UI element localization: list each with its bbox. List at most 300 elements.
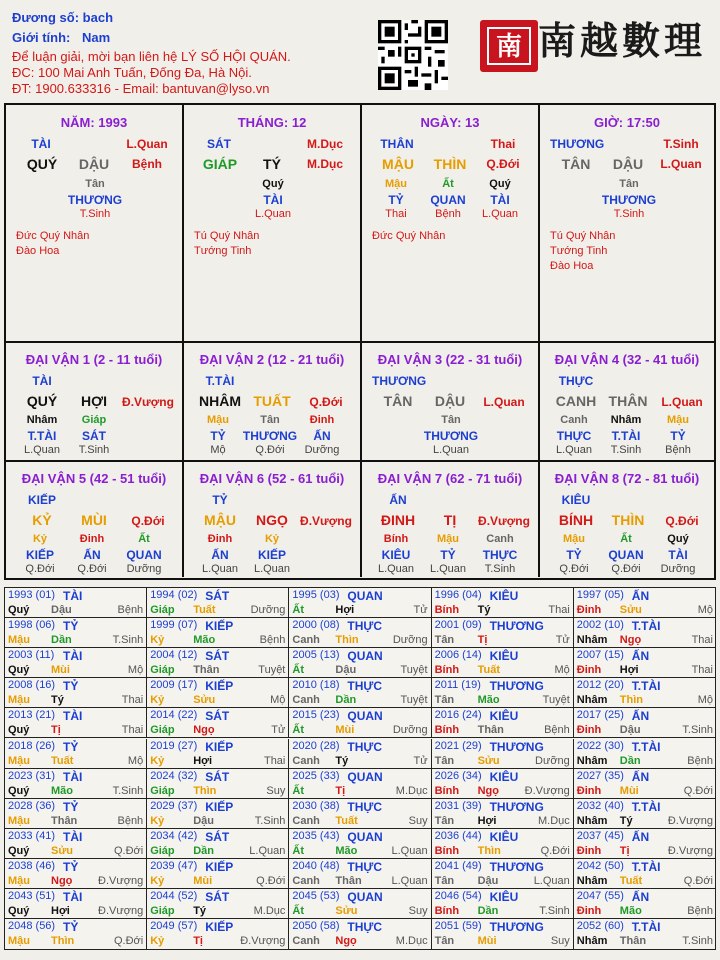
year-label: 2031 (39) bbox=[434, 799, 482, 812]
dai-van-title: ĐẠI VẬN 2 (12 - 21 tuổi) bbox=[199, 352, 345, 367]
hidden-stem: Quý bbox=[667, 533, 689, 545]
hidden-stem: Nhâm bbox=[26, 414, 58, 426]
year-label: 2018 (26) bbox=[8, 739, 56, 752]
year-state: Dưỡng bbox=[392, 724, 428, 737]
hidden-god: T.TÀI bbox=[27, 429, 57, 443]
year-cell bbox=[5, 618, 147, 648]
year-branch: Thìn bbox=[335, 634, 359, 647]
dai-van-god: THỰC bbox=[558, 374, 594, 388]
seal-text: 南 bbox=[487, 27, 531, 65]
year-god: QUAN bbox=[347, 769, 383, 784]
year-god: TỶ bbox=[63, 859, 79, 874]
hidden-state: Dưỡng bbox=[304, 444, 340, 456]
year-stem: Bính bbox=[434, 724, 460, 737]
hidden-god: THƯƠNG bbox=[601, 193, 657, 207]
year-branch: Mão bbox=[335, 844, 358, 857]
year-stem: Kỷ bbox=[150, 935, 165, 948]
year-state: Đ.Vượng bbox=[524, 784, 570, 797]
year-state: L.Quan bbox=[533, 874, 570, 887]
year-label: 2030 (38) bbox=[292, 799, 340, 812]
year-cell bbox=[574, 829, 716, 859]
year-state: Dưỡng bbox=[392, 634, 428, 647]
dai-van-stem: CANH bbox=[555, 393, 597, 409]
hidden-stem: Ất bbox=[620, 533, 632, 545]
year-god: T.TÀI bbox=[631, 859, 661, 874]
hidden-god: TỶ bbox=[566, 548, 582, 562]
pillar-stem: GIÁP bbox=[202, 156, 238, 172]
year-god: QUAN bbox=[347, 829, 383, 844]
pillar-4 bbox=[540, 105, 714, 343]
year-branch: Hợi bbox=[335, 604, 355, 616]
pillar-title: NĂM: 1993 bbox=[60, 115, 128, 130]
special-star: Đào Hoa bbox=[550, 260, 594, 272]
year-label: 2001 (09) bbox=[434, 619, 482, 632]
year-cell bbox=[147, 678, 289, 708]
year-label: 2026 (34) bbox=[434, 769, 482, 782]
pillar-title: NGÀY: 13 bbox=[420, 115, 480, 130]
year-label: 2038 (46) bbox=[8, 859, 56, 872]
year-state: Q.Đới bbox=[540, 844, 570, 857]
dai-van-title: ĐẠI VẬN 8 (72 - 81 tuổi) bbox=[554, 471, 700, 486]
year-god: KIẾP bbox=[205, 799, 234, 814]
year-god: THỰC bbox=[347, 920, 383, 935]
hidden-state: L.Quan bbox=[254, 208, 292, 220]
year-cell bbox=[289, 859, 431, 889]
hidden-state: Thai bbox=[385, 208, 407, 220]
year-label: 2011 (19) bbox=[434, 679, 481, 692]
year-cell bbox=[432, 618, 574, 648]
dai-van-god: T.TÀI bbox=[205, 374, 235, 388]
year-cell bbox=[147, 769, 289, 799]
hidden-state: Q.Đới bbox=[255, 444, 285, 456]
year-stem: Tân bbox=[434, 814, 455, 827]
year-god: ẤN bbox=[631, 649, 650, 664]
year-branch: Hợi bbox=[477, 814, 497, 827]
year-state: Tuyệt bbox=[542, 694, 570, 707]
year-branch: Hợi bbox=[51, 905, 70, 917]
year-branch: Mùi bbox=[619, 784, 639, 797]
year-cell bbox=[574, 799, 716, 829]
dai-van-state: Q.Đới bbox=[309, 395, 343, 409]
year-stem: Ất bbox=[292, 905, 304, 917]
year-god: SÁT bbox=[205, 649, 230, 664]
hidden-god: THƯƠNG bbox=[67, 193, 123, 207]
hidden-god: ẤN bbox=[313, 429, 331, 443]
year-label: 1995 (03) bbox=[292, 589, 340, 601]
year-branch: Ngọ bbox=[619, 634, 642, 647]
year-label: 2014 (22) bbox=[150, 709, 198, 722]
hidden-stem: Tân bbox=[260, 414, 280, 426]
year-cell bbox=[5, 588, 147, 618]
year-god: SÁT bbox=[205, 829, 230, 844]
pillar-branch: DẬU bbox=[612, 156, 644, 172]
year-state: Tuyệt bbox=[258, 664, 286, 677]
hidden-state: L.Quan bbox=[429, 563, 467, 575]
pillar-branch-state: M.Dục bbox=[307, 157, 343, 171]
year-branch: Ngọ bbox=[335, 935, 357, 948]
hidden-state: L.Quan bbox=[432, 444, 470, 456]
hidden-god: QUAN bbox=[126, 548, 162, 562]
hidden-stem: Quý bbox=[262, 178, 284, 190]
year-cell bbox=[432, 859, 574, 889]
year-god: THỰC bbox=[347, 859, 383, 874]
year-state: Tử bbox=[413, 754, 428, 767]
year-state: Q.Đới bbox=[683, 874, 713, 887]
year-label: 2008 (16) bbox=[8, 679, 56, 692]
year-god: TỶ bbox=[63, 739, 79, 754]
pillar-branch-state: L.Quan bbox=[660, 157, 702, 171]
year-stem: Quý bbox=[8, 784, 30, 797]
dai-van-4 bbox=[540, 343, 714, 462]
year-state: Bệnh bbox=[687, 905, 713, 917]
hidden-god: THƯƠNG bbox=[423, 429, 479, 443]
year-stem: Quý bbox=[8, 905, 30, 917]
hidden-god: KIÊU bbox=[381, 548, 411, 562]
year-cell bbox=[289, 588, 431, 618]
year-state: Q.Đới bbox=[683, 784, 713, 797]
dai-van-state: L.Quan bbox=[483, 395, 525, 409]
year-cell bbox=[289, 739, 431, 769]
year-cell bbox=[574, 708, 716, 738]
year-cell bbox=[574, 919, 716, 949]
hidden-state: Bệnh bbox=[665, 444, 691, 456]
year-branch: Thìn bbox=[477, 844, 501, 857]
year-label: 2000 (08) bbox=[292, 619, 340, 632]
year-cell bbox=[147, 919, 289, 949]
dai-van-branch: DẬU bbox=[434, 393, 466, 409]
year-branch: Tý bbox=[51, 694, 64, 707]
hidden-state: L.Quan bbox=[253, 563, 291, 575]
hidden-stem: Mậu bbox=[563, 533, 585, 545]
phone-email[interactable]: ĐT: 1900.633316 - Email: bantuvan@lyso.vn bbox=[12, 81, 270, 96]
year-cell bbox=[289, 769, 431, 799]
hidden-god: THỰC bbox=[556, 429, 592, 443]
year-branch: Thân bbox=[335, 874, 362, 887]
hidden-stem: Mậu bbox=[667, 414, 689, 426]
year-cell bbox=[5, 678, 147, 708]
hidden-god: THỰC bbox=[482, 548, 518, 562]
hidden-stem: Đinh bbox=[207, 533, 233, 545]
year-god: KIÊU bbox=[489, 649, 519, 664]
year-label: 2021 (29) bbox=[434, 739, 482, 752]
dai-van-branch: TUẤT bbox=[253, 393, 291, 409]
hidden-state: L.Quan bbox=[481, 208, 519, 220]
dai-van-1 bbox=[6, 343, 184, 462]
year-branch: Ngọ bbox=[51, 874, 73, 887]
year-state: T.Sinh bbox=[254, 814, 286, 827]
hidden-state: T.Sinh bbox=[484, 563, 516, 575]
dai-van-god: KIÊU bbox=[561, 493, 591, 507]
hidden-stem: Đinh bbox=[79, 533, 105, 545]
hidden-stem: Mậu bbox=[385, 178, 407, 190]
year-stem: Tân bbox=[434, 634, 455, 647]
year-label: 2042 (50) bbox=[576, 859, 624, 872]
hidden-state: T.Sinh bbox=[78, 444, 110, 456]
year-branch: Thìn bbox=[51, 935, 75, 948]
year-cell bbox=[289, 829, 431, 859]
year-cell bbox=[147, 889, 289, 919]
year-god: SÁT bbox=[205, 769, 230, 784]
year-stem: Nhâm bbox=[576, 754, 608, 767]
hidden-state: T.Sinh bbox=[79, 208, 111, 220]
hidden-state: Q.Đới bbox=[559, 563, 589, 575]
year-label: 2049 (57) bbox=[150, 920, 198, 933]
dai-van-title: ĐẠI VẬN 5 (42 - 51 tuổi) bbox=[21, 471, 167, 486]
special-star: Đào Hoa bbox=[16, 245, 60, 257]
year-state: Đ.Vượng bbox=[98, 905, 144, 917]
year-stem: Giáp bbox=[150, 784, 175, 797]
year-label: 1994 (02) bbox=[150, 589, 198, 601]
pillar-branch: TÝ bbox=[263, 156, 281, 172]
year-stem: Nhâm bbox=[576, 814, 608, 827]
hidden-stem: Nhâm bbox=[610, 414, 642, 426]
year-state: L.Quan bbox=[391, 874, 428, 887]
pillar-stem: TÂN bbox=[561, 156, 591, 172]
year-branch: Ngọ bbox=[193, 724, 215, 737]
year-branch: Tị bbox=[51, 724, 61, 737]
year-stem: Giáp bbox=[150, 905, 175, 917]
pillar-stem: QUÝ bbox=[26, 156, 58, 172]
hidden-stem: Kỷ bbox=[264, 533, 280, 545]
year-state: Q.Đới bbox=[113, 844, 144, 857]
hidden-state: Dưỡng bbox=[660, 563, 696, 575]
year-god: T.TÀI bbox=[631, 799, 661, 814]
year-stem: Canh bbox=[292, 874, 320, 887]
year-god: TÀI bbox=[63, 649, 83, 664]
brand-logo: 南越數理 bbox=[538, 18, 707, 63]
year-cell bbox=[574, 739, 716, 769]
year-label: 2024 (32) bbox=[150, 769, 198, 782]
hidden-god: TỶ bbox=[670, 429, 686, 443]
year-label: 2025 (33) bbox=[292, 769, 340, 782]
year-state: Q.Đới bbox=[256, 874, 286, 887]
pillar-branch-state: Bệnh bbox=[132, 157, 162, 171]
year-cell bbox=[5, 708, 147, 738]
dai-van-state: Q.Đới bbox=[131, 514, 165, 528]
year-god: THƯƠNG bbox=[489, 859, 544, 874]
year-branch: Tuất bbox=[193, 604, 216, 616]
year-state: Đ.Vượng bbox=[98, 874, 144, 887]
pillar-branch: THÌN bbox=[433, 156, 467, 172]
year-god: KIẾP bbox=[205, 920, 234, 935]
year-stem: Nhâm bbox=[576, 694, 608, 707]
year-label: 2027 (35) bbox=[576, 769, 624, 782]
year-label: 2017 (25) bbox=[576, 709, 624, 722]
hidden-stem: Tân bbox=[85, 178, 105, 190]
year-state: T.Sinh bbox=[539, 905, 570, 917]
dai-van-stem: KỶ bbox=[32, 512, 52, 528]
chart-grid bbox=[4, 103, 716, 580]
year-label: 2043 (51) bbox=[8, 890, 56, 902]
special-star: Đức Quý Nhân bbox=[16, 230, 90, 242]
hidden-stem: Kỷ bbox=[32, 533, 48, 545]
dai-van-2 bbox=[184, 343, 362, 462]
dai-van-title: ĐẠI VẬN 3 (22 - 31 tuổi) bbox=[377, 352, 523, 367]
year-god: KIÊU bbox=[489, 890, 519, 904]
year-god: THƯƠNG bbox=[489, 679, 544, 694]
year-state: Tuyệt bbox=[400, 664, 428, 677]
year-branch: Mùi bbox=[477, 935, 497, 948]
year-state: Mộ bbox=[697, 694, 713, 707]
year-cell bbox=[432, 889, 574, 919]
year-stem: Giáp bbox=[150, 664, 175, 677]
year-stem: Giáp bbox=[150, 724, 175, 737]
hidden-god: ẤN bbox=[83, 548, 101, 562]
year-label: 1999 (07) bbox=[150, 619, 198, 632]
year-label: 2007 (15) bbox=[576, 649, 624, 662]
year-god: TỶ bbox=[63, 619, 79, 634]
year-label: 2047 (55) bbox=[576, 890, 624, 902]
year-branch: Tuất bbox=[477, 664, 500, 677]
special-star: Tướng Tinh bbox=[550, 245, 608, 257]
year-god: TÀI bbox=[63, 769, 83, 784]
year-state: Đ.Vượng bbox=[667, 844, 713, 857]
pillar-stem-state: L.Quan bbox=[126, 137, 168, 151]
year-state: Suy bbox=[408, 814, 428, 827]
year-label: 2041 (49) bbox=[434, 859, 482, 872]
hidden-god: KIẾP bbox=[25, 548, 54, 562]
year-branch: Tý bbox=[335, 754, 349, 767]
year-god: ẤN bbox=[631, 709, 650, 724]
hidden-god: QUAN bbox=[608, 548, 644, 562]
year-label: 2020 (28) bbox=[292, 739, 340, 752]
year-god: SÁT bbox=[205, 709, 230, 724]
year-branch: Dần bbox=[619, 754, 641, 767]
year-branch: Mùi bbox=[193, 874, 213, 887]
year-cell bbox=[147, 648, 289, 678]
dai-van-stem: BÍNH bbox=[558, 512, 594, 528]
hidden-god: TỶ bbox=[210, 429, 226, 443]
year-god: KIẾP bbox=[205, 619, 234, 634]
year-stem: Ất bbox=[292, 724, 304, 737]
year-cell bbox=[574, 648, 716, 678]
year-cell bbox=[574, 678, 716, 708]
year-state: Bệnh bbox=[117, 814, 144, 827]
year-cell bbox=[432, 769, 574, 799]
year-god: THỰC bbox=[347, 739, 383, 754]
dai-van-stem: ĐINH bbox=[380, 512, 416, 528]
year-cell bbox=[147, 618, 289, 648]
hidden-god: TỶ bbox=[388, 193, 404, 207]
pillar-stem-state: T.Sinh bbox=[663, 137, 699, 151]
year-state: Thai bbox=[548, 604, 570, 616]
year-stem: Mậu bbox=[8, 694, 30, 707]
year-state: M.Dục bbox=[395, 935, 428, 948]
year-stem: Kỷ bbox=[150, 754, 165, 767]
gender-line bbox=[12, 30, 110, 45]
year-cell bbox=[147, 588, 289, 618]
year-cell bbox=[432, 919, 574, 949]
hidden-state: L.Quan bbox=[201, 563, 239, 575]
year-god: TỶ bbox=[63, 920, 79, 935]
hidden-state: T.Sinh bbox=[610, 444, 642, 456]
hidden-god: ẤN bbox=[211, 548, 229, 562]
pillar-stem-god: TÀI bbox=[31, 137, 51, 151]
hidden-stem: Mậu bbox=[207, 414, 229, 426]
year-state: Bệnh bbox=[544, 724, 570, 737]
year-god: ẤN bbox=[631, 589, 650, 603]
year-stem: Mậu bbox=[8, 634, 30, 647]
owner-value: bach bbox=[82, 10, 114, 25]
year-label: 2033 (41) bbox=[8, 829, 56, 842]
pillar-stem: MẬU bbox=[382, 156, 414, 172]
hidden-stem: Quý bbox=[489, 178, 511, 190]
hidden-state: Q.Đới bbox=[25, 563, 55, 575]
dai-van-god: TỶ bbox=[212, 493, 228, 507]
year-stem: Mậu bbox=[8, 935, 30, 948]
hidden-stem: Đinh bbox=[309, 414, 335, 426]
year-stem: Canh bbox=[292, 694, 320, 707]
year-stem: Đinh bbox=[576, 724, 602, 737]
hidden-state: T.Sinh bbox=[613, 208, 645, 220]
dai-van-god: TÀI bbox=[32, 374, 52, 388]
dai-van-title: ĐẠI VẬN 4 (32 - 41 tuổi) bbox=[554, 352, 700, 367]
year-stem: Ất bbox=[292, 784, 304, 797]
qr-code-icon[interactable] bbox=[378, 20, 448, 90]
year-label: 2032 (40) bbox=[576, 799, 624, 812]
year-state: M.Dục bbox=[395, 784, 428, 797]
dai-van-branch: THÌN bbox=[611, 512, 645, 528]
year-state: Bệnh bbox=[259, 634, 286, 647]
year-state: Suy bbox=[266, 784, 286, 797]
year-cell bbox=[432, 829, 574, 859]
year-stem: Tân bbox=[434, 754, 455, 767]
year-god: KIÊU bbox=[489, 589, 519, 603]
year-branch: Dậu bbox=[335, 664, 357, 677]
year-branch: Sửu bbox=[335, 905, 358, 917]
year-stem: Đinh bbox=[576, 604, 602, 616]
year-branch: Dần bbox=[193, 844, 214, 857]
year-label: 2039 (47) bbox=[150, 859, 198, 872]
year-stem: Đinh bbox=[576, 905, 602, 917]
year-stem: Quý bbox=[8, 664, 30, 677]
year-state: L.Quan bbox=[391, 844, 428, 857]
dai-van-god: KIẾP bbox=[27, 493, 56, 507]
year-god: ẤN bbox=[631, 890, 650, 904]
year-branch: Sửu bbox=[193, 694, 216, 707]
year-state: Bệnh bbox=[687, 754, 713, 767]
year-branch: Sửu bbox=[477, 754, 500, 767]
year-stem: Nhâm bbox=[576, 874, 608, 887]
year-state: T.Sinh bbox=[682, 935, 713, 948]
year-stem: Ất bbox=[292, 664, 304, 677]
year-god: TỶ bbox=[63, 799, 79, 814]
year-branch: Dậu bbox=[619, 724, 641, 737]
year-god: THỰC bbox=[347, 619, 383, 634]
year-label: 2013 (21) bbox=[8, 709, 56, 722]
year-label: 2052 (60) bbox=[576, 920, 624, 933]
year-cell bbox=[5, 829, 147, 859]
special-star: Tướng Tinh bbox=[194, 245, 252, 257]
pillar-branch-state: Q.Đới bbox=[486, 157, 520, 171]
hidden-stem: Mậu bbox=[437, 533, 459, 545]
year-cell bbox=[289, 648, 431, 678]
year-stem: Canh bbox=[292, 814, 320, 827]
year-branch: Mão bbox=[193, 634, 216, 647]
hidden-stem: Bính bbox=[383, 533, 409, 545]
year-branch: Tuất bbox=[51, 754, 74, 767]
year-cell bbox=[432, 739, 574, 769]
year-branch: Dậu bbox=[51, 604, 72, 616]
year-cell bbox=[5, 919, 147, 949]
year-cell bbox=[574, 588, 716, 618]
year-branch: Dần bbox=[477, 905, 499, 917]
year-cell bbox=[289, 618, 431, 648]
year-branch: Dần bbox=[335, 694, 357, 707]
year-cell bbox=[574, 618, 716, 648]
pillar-stem-state: M.Dục bbox=[307, 137, 343, 151]
year-stem: Canh bbox=[292, 754, 320, 767]
